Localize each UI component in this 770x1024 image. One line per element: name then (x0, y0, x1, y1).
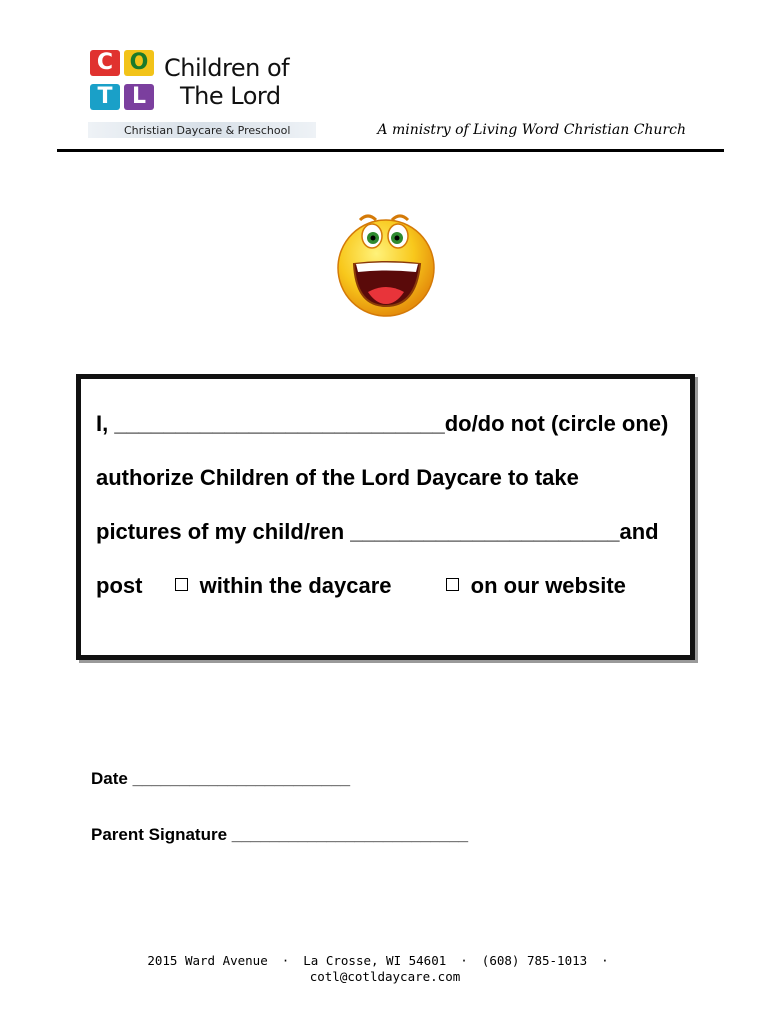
logo-subtitle: Christian Daycare & Preschool (124, 124, 291, 137)
website-checkbox[interactable] (446, 578, 459, 591)
parent-signature-field[interactable]: Parent Signature _________________________ (91, 825, 469, 844)
daycare-option-label: within the daycare (199, 573, 392, 598)
form-line-pictures: pictures of my child/ren ______________________and (96, 519, 659, 544)
form-line-authorize: authorize Children of the Lord Daycare to take (96, 465, 579, 490)
form-line-name: I, ___________________________do/do not (circle one) (96, 411, 669, 436)
footer-email: cotl@cotldaycare.com (309, 969, 461, 984)
logo-block-o: O (124, 50, 154, 76)
logo-title-line2: The Lord (180, 82, 281, 110)
smiley-face-icon (332, 206, 440, 318)
footer-city: La Crosse, WI 54601 (303, 953, 447, 968)
photo-authorization-box (76, 374, 695, 660)
daycare-logo (88, 46, 316, 138)
header-divider (57, 149, 724, 152)
daycare-checkbox[interactable] (175, 578, 188, 591)
footer-street: 2015 Ward Avenue (147, 953, 268, 968)
date-field[interactable]: Date _______________________ (91, 769, 351, 788)
footer-address-line (0, 953, 770, 969)
website-option-label: on our website (470, 573, 626, 598)
post-label: post (96, 573, 143, 598)
footer-phone: (608) 785-1013 (481, 953, 588, 968)
logo-block-c: C (90, 50, 120, 76)
logo-block-l: L (124, 84, 154, 110)
logo-title-line1: Children of (164, 54, 290, 82)
separator-dot-icon: · (281, 953, 290, 968)
separator-dot-icon: · (601, 953, 609, 968)
form-line-post (96, 573, 626, 599)
separator-dot-icon: · (460, 953, 468, 968)
ministry-line: A ministry of Living Word Christian Church (377, 122, 686, 138)
footer-contact (0, 953, 770, 985)
logo-block-t: T (90, 84, 120, 110)
